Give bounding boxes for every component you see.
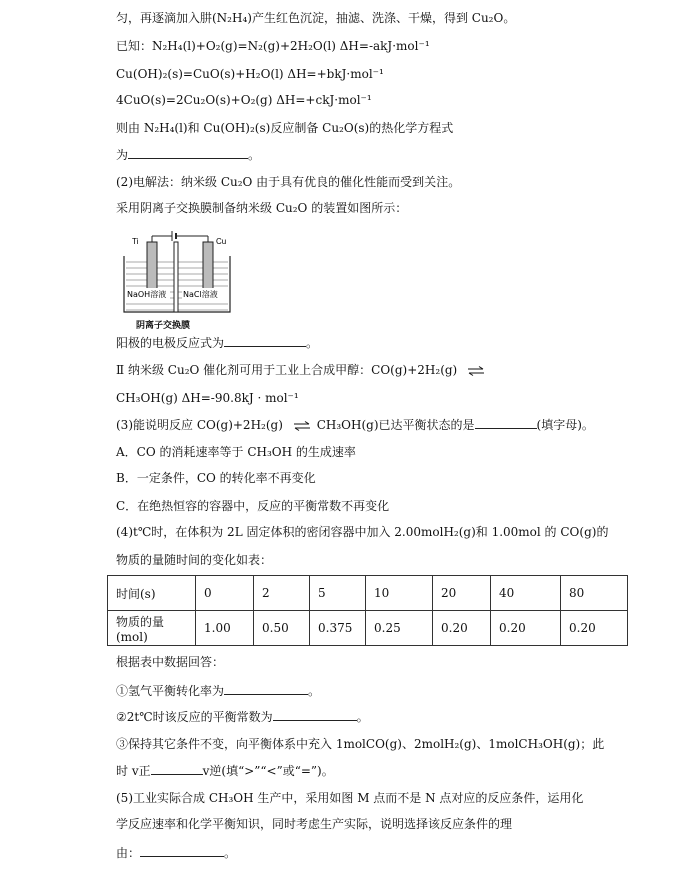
- text-line-20: [116, 708, 369, 725]
- table-cell: 0: [196, 576, 254, 611]
- table-cell: 0.20: [433, 611, 491, 646]
- solution-left-label: NaOH溶液: [127, 290, 167, 299]
- text-line-9-prefix: 阳极的电极反应式为: [116, 336, 225, 350]
- text-line-6-suffix: 。: [248, 148, 261, 162]
- answer-blank-1[interactable]: [128, 146, 248, 159]
- text-line-3: Cu(OH)₂(s)=CuO(s)+H₂O(l) ΔH=+bkJ·mol⁻¹: [116, 67, 384, 81]
- text-line-9: [116, 334, 318, 351]
- answer-blank-4[interactable]: [224, 682, 308, 695]
- electrode-left-label: Ti: [132, 237, 139, 246]
- table-cell: 0.20: [561, 611, 628, 646]
- option-a: A．CO 的消耗速率等于 CH₃OH 的生成速率: [116, 445, 356, 459]
- table-row: [108, 611, 628, 646]
- table-cell: 1.00: [196, 611, 254, 646]
- text-line-21: ③保持其它条件不变，向平衡体系中充入 1molCO(g)、2molH₂(g)、1molCH₃OH(g)；此: [116, 737, 605, 751]
- answer-blank-5[interactable]: [273, 708, 357, 721]
- table-cell: 0.50: [254, 611, 310, 646]
- table-cell: 时间(s): [108, 576, 196, 611]
- text-line-12-part-a: (3)能说明反应 CO(g)+2H₂(g): [116, 418, 283, 432]
- text-line-24: 学反应速率和化学平衡知识，同时考虑生产实际，说明选择该反应条件的理: [116, 817, 513, 831]
- table-cell: 物质的量(mol): [108, 611, 196, 646]
- text-line-4: 4CuO(s)=2Cu₂O(s)+O₂(g) ΔH=+ckJ·mol⁻¹: [116, 93, 372, 107]
- table-cell: 5: [310, 576, 366, 611]
- option-c: C．在绝热恒容的容器中，反应的平衡常数不再变化: [116, 499, 390, 513]
- text-line-5: 则由 N₂H₄(l)和 Cu(OH)₂(s)反应制备 Cu₂O(s)的热化学方程式: [116, 121, 454, 135]
- table-row: [108, 576, 628, 611]
- text-line-20-suffix: 。: [356, 710, 369, 724]
- text-line-19-suffix: 。: [308, 684, 321, 698]
- data-table: [107, 575, 628, 646]
- table-cell: 80: [561, 576, 628, 611]
- text-line-10-content: Ⅱ 纳米级 Cu₂O 催化剂可用于工业上合成甲醇：CO(g)+2H₂(g): [116, 363, 458, 377]
- table-cell: 0.25: [366, 611, 433, 646]
- solution-right-label: NaCl溶液: [183, 290, 218, 299]
- table-cell: 10: [366, 576, 433, 611]
- text-line-12: [116, 416, 594, 433]
- answer-blank-7[interactable]: [140, 844, 224, 857]
- table-cell: 0.375: [310, 611, 366, 646]
- text-line-11: CH₃OH(g) ΔH=-90.8kJ · mol⁻¹: [116, 391, 299, 405]
- text-line-20-prefix: ②2t℃时该反应的平衡常数为: [116, 710, 273, 724]
- equilibrium-arrows-icon: [467, 366, 485, 376]
- text-line-9-suffix: 。: [306, 336, 319, 350]
- text-line-25-suffix: 。: [224, 846, 237, 860]
- text-line-12-part-c: (填字母)。: [536, 418, 594, 432]
- text-line-6-prefix: 为: [116, 148, 129, 162]
- equilibrium-arrows-icon: [293, 421, 311, 431]
- text-line-25: [116, 844, 236, 861]
- figure-caption: 阴离子交换膜: [136, 321, 191, 331]
- text-line-22-suffix: v逆(填“>”“<”或“=”)。: [202, 764, 334, 778]
- text-line-23: (5)工业实际合成 CH₃OH 生产中，采用如图 M 点而不是 N 点对应的反应条件，运用化: [116, 791, 584, 805]
- text-line-22-prefix: 时 v正: [116, 764, 151, 778]
- answer-blank-3[interactable]: [475, 416, 537, 429]
- table-cell: 0.20: [491, 611, 561, 646]
- answer-blank-6[interactable]: [151, 762, 203, 775]
- text-line-18: 根据表中数据回答：: [116, 655, 225, 669]
- text-line-7: (2)电解法：纳米级 Cu₂O 由于具有优良的催化性能而受到关注。: [116, 175, 461, 189]
- text-line-16: (4)t℃时，在体积为 2L 固定体积的密闭容器中加入 2.00molH₂(g)和 1.00mol 的 CO(g)的: [116, 525, 609, 539]
- text-line-12-part-b: CH₃OH(g)已达平衡状态的是: [316, 418, 475, 432]
- text-line-8: 采用阴离子交换膜制备纳米级 Cu₂O 的装置如图所示：: [116, 201, 408, 215]
- text-line-19: [116, 682, 320, 699]
- table-cell: 20: [433, 576, 491, 611]
- text-line-25-prefix: 由：: [116, 846, 141, 860]
- answer-blank-2[interactable]: [224, 334, 306, 347]
- text-line-1: 匀，再逐滴加入肼(N₂H₄)产生红色沉淀，抽滤、洗涤、干燥，得到 Cu₂O。: [116, 11, 516, 25]
- text-line-22: [116, 762, 334, 779]
- electrode-right-label: Cu: [216, 237, 227, 246]
- text-line-19-prefix: ①氢气平衡转化率为: [116, 684, 225, 698]
- text-line-17: 物质的量随时间的变化如表：: [116, 553, 273, 567]
- text-line-6: [116, 146, 260, 163]
- text-line-2: 已知：N₂H₄(l)+O₂(g)=N₂(g)+2H₂O(l) ΔH=-akJ·mol⁻¹: [116, 39, 430, 53]
- option-b: B．一定条件，CO 的转化率不再变化: [116, 471, 316, 485]
- table-cell: 40: [491, 576, 561, 611]
- electrolysis-apparatus-figure: [122, 228, 232, 328]
- text-line-10: [116, 362, 491, 378]
- table-cell: 2: [254, 576, 310, 611]
